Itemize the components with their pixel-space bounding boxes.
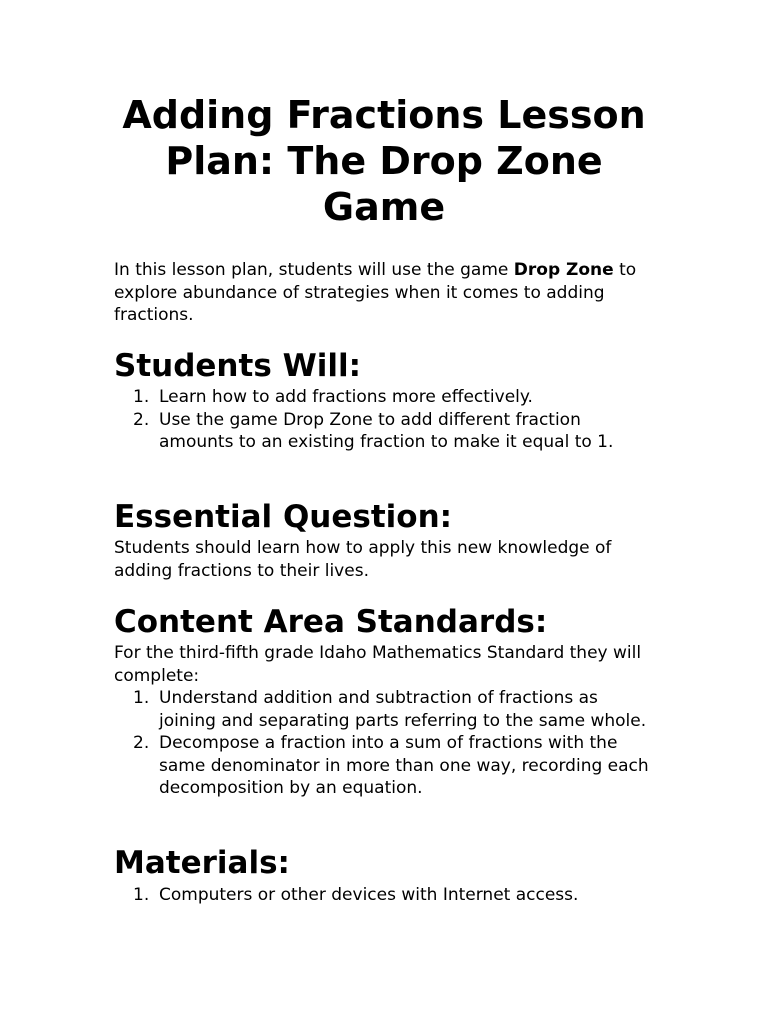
list-item-number: 1. — [133, 387, 150, 407]
essential-question-text: Students should learn how to apply this new knowledge of adding fractions to their lives. — [114, 538, 612, 581]
list-item-text: Understand addition and subtraction of fractions as joining and separating parts referring to the same whole. — [159, 688, 647, 731]
list-item-text: Learn how to add fractions more effectively. — [159, 387, 533, 407]
list-item-number: 1. — [133, 885, 150, 905]
list-item-text: Computers or other devices with Internet access. — [159, 885, 579, 905]
list-item-number: 2. — [133, 733, 150, 753]
students-will-heading: Students Will: — [114, 348, 362, 384]
intro-game-name: Drop Zone — [513, 260, 614, 280]
intro-text-before: In this lesson plan, students will use the game — [114, 260, 514, 280]
intro-text-after: to explore abundance of strategies when it comes to adding fractions. — [114, 260, 637, 325]
list-item — [114, 732, 659, 800]
intro-paragraph — [114, 259, 659, 327]
materials-list — [114, 884, 659, 907]
materials-heading: Materials: — [114, 845, 290, 881]
list-item — [114, 386, 659, 409]
students-will-list — [114, 386, 659, 454]
document-title: Adding Fractions Lesson Plan: The Drop Zone Game — [122, 93, 646, 229]
list-item — [114, 884, 659, 907]
content-area-text: For the third-fifth grade Idaho Mathematics Standard they will complete: — [114, 643, 642, 686]
list-item-text: Decompose a fraction into a sum of fractions with the same denominator in more than one way, recording each decomposition by an equation. — [159, 733, 649, 798]
list-item — [114, 687, 659, 732]
list-item-number: 1. — [133, 688, 150, 708]
list-item — [114, 409, 659, 454]
content-area-list — [114, 687, 659, 800]
list-item-number: 2. — [133, 409, 150, 430]
list-item-text: Use the game Drop Zone to add different fraction amounts to an existing fraction to make it equal to 1. — [159, 409, 614, 452]
content-area-heading: Content Area Standards: — [114, 604, 548, 640]
essential-question-heading: Essential Question: — [114, 499, 453, 535]
